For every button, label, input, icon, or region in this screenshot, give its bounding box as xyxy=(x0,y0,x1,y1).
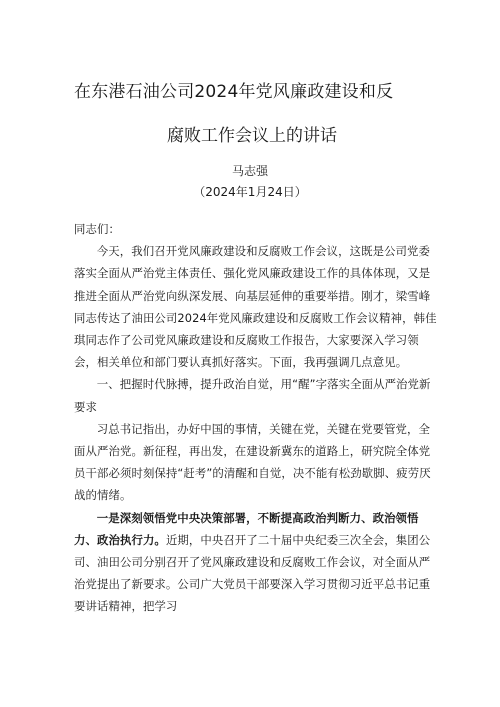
speaker-name: 马志强 xyxy=(231,164,268,178)
section-1-heading: 一、把握时代脉搏，提升政治自觉，用“醒”字落实全面从严治党新要求 xyxy=(74,377,431,414)
document-title-line1: 在东港石油公司2024年党风廉政建设和反 xyxy=(74,82,394,102)
paragraph-3-text: 近期，中央召开了二十届中央纪委三次全会，集团公司、油田公司分别召开了党风廉政建设和反腐败工作会议，对全面从严治党提出了新要求。公司广大党员干部要深入学习贯彻习近平总书记重要讲话精神，把学习 xyxy=(74,532,431,614)
paragraph-3-lead: 一是深刻领悟党中央决策部署，不断提高政治判断力、政治领悟力、政治执行力。 xyxy=(74,510,419,547)
paragraph-3 xyxy=(74,507,438,618)
document-title-line2: 腐败工作会议上的讲话 xyxy=(167,126,337,146)
document-body xyxy=(74,218,438,618)
salutation: 同志们： xyxy=(74,222,120,236)
speech-date: （2024年1月24日） xyxy=(193,185,307,199)
paragraph-2: 习总书记指出，办好中国的事情，关键在党，关键在党要管党，全面从严治党。新征程，再出发，在建设新冀东的道路上，研究院全体党员干部必须时刻保持“赶考”的清醒和自觉，决不能有松劲歇脚、疲劳厌战的情绪。 xyxy=(74,421,431,503)
paragraph-1: 今天，我们召开党风廉政建设和反腐败工作会议，这既是公司党委落实全面从严治党主体责任、强化党风廉政建设工作的具体体现，又是推进全面从严治党向纵深发展、向基层延伸的重要举措。刚才，梁雪峰同志传达了油田公司2024年党风廉政建设和反腐败工作会议精神，韩佳琪同志作了公司党风廉政建设和反腐败工作报告，大家要深入学习领会，相关单位和部门要认真抓好落实。下面，我再强调几点意见。 xyxy=(74,244,437,370)
